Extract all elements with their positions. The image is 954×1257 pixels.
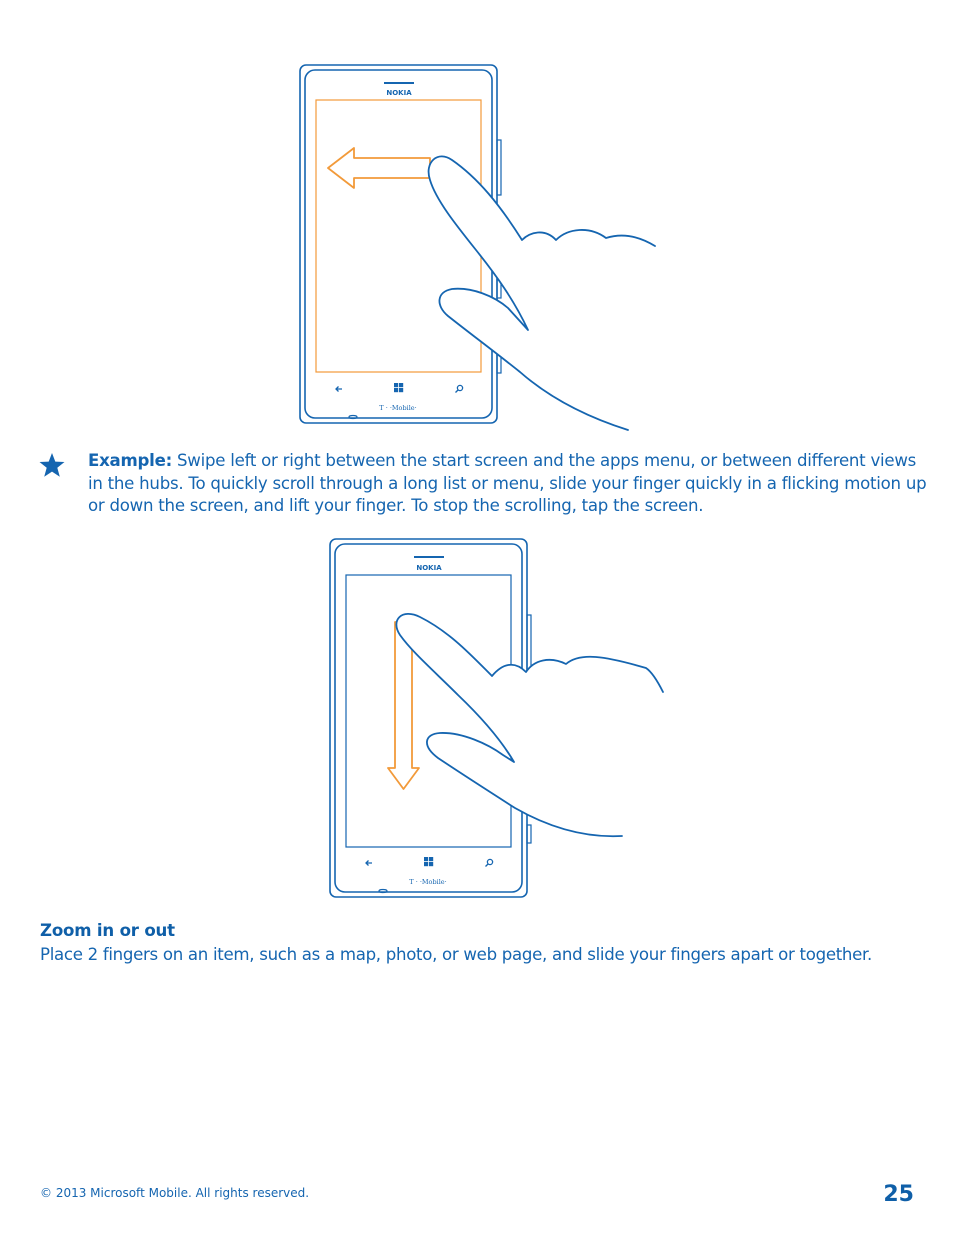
phone-screen (316, 100, 481, 372)
back-icon (366, 861, 372, 866)
phone-mic (379, 890, 387, 893)
windows-icon (424, 857, 433, 866)
section-body: Place 2 fingers on an item, such as a map, photo, or web page, and slide your fingers apart or together. (40, 945, 873, 964)
phone-brand: NOKIA (416, 564, 442, 572)
star-icon (38, 452, 66, 478)
swipe-illustration (290, 55, 670, 440)
phone-mic (349, 416, 357, 419)
phone-body (300, 65, 497, 423)
carrier-logo: T · ·Mobile· (379, 404, 417, 412)
hand (396, 614, 663, 836)
tip-label: Example: (88, 451, 172, 470)
search-icon (486, 859, 493, 866)
back-icon (336, 387, 342, 392)
windows-icon (394, 383, 403, 392)
phone-brand: NOKIA (386, 89, 412, 97)
side-button (527, 825, 531, 843)
carrier-logo: T · ·Mobile· (409, 878, 447, 886)
search-icon (456, 385, 463, 392)
footer-copyright: © 2013 Microsoft Mobile. All rights reserved. (40, 1186, 310, 1200)
swipe-left-arrow (328, 148, 430, 188)
scroll-illustration (320, 530, 680, 905)
tip-paragraph (88, 450, 928, 518)
page-number: 25 (883, 1182, 914, 1207)
section-heading: Zoom in or out (40, 921, 175, 940)
phone-bezel (305, 70, 492, 418)
side-button (527, 615, 531, 670)
tip-text: Swipe left or right between the start screen and the apps menu, or between different views in the hubs. To quickly scroll through a long list or menu, slide your finger quickly in a flicking motion up or down the screen, and lift your finger. To stop the scrolling, tap the screen. (88, 451, 927, 515)
